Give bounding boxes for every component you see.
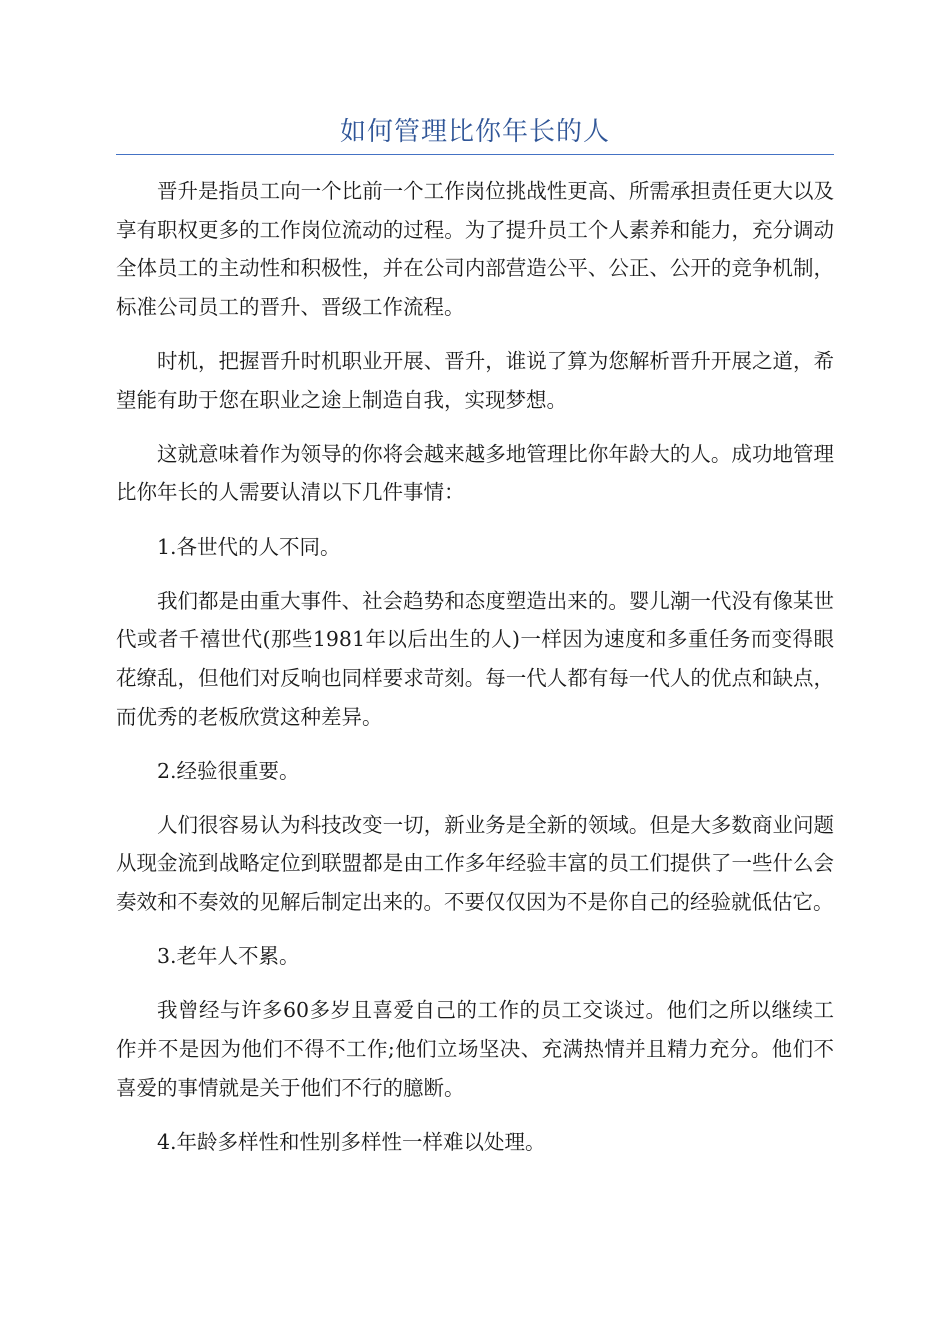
document-title: 如何管理比你年长的人 [339, 117, 610, 147]
document-body [116, 172, 834, 1177]
heading-point-3: 3.老年人不累。 [157, 944, 300, 969]
heading-point-2: 2.经验很重要。 [157, 758, 300, 783]
paragraph-intro-promotion: 晋升是指员工向一个比前一个工作岗位挑战性更高、所需承担责任更大以及享有职权更多的工作岗位流动的过程。为了提升员工个人素养和能力，充分调动全体员工的主动性和积极性，并在公司内部营造公平、公正、公开的竞争机制，标准公司员工的晋升、晋级工作流程。 [116, 179, 834, 319]
paragraph-timing: 时机，把握晋升时机职业开展、晋升，谁说了算为您解析晋升开展之道，希望能有助于您在职业之途上制造自我，实现梦想。 [116, 348, 834, 412]
heading-point-1: 1.各世代的人不同。 [157, 534, 341, 559]
paragraph-experience: 人们很容易认为科技改变一切，新业务是全新的领域。但是大多数商业问题从现金流到战略定位到联盟都是由工作多年经验丰富的员工们提供了一些什么会奏效和不奏效的见解后制定出来的。不要仅仅因为不是你自己的经验就低估它。 [116, 812, 834, 915]
paragraph-generations: 我们都是由重大事件、社会趋势和态度塑造出来的。婴儿潮一代没有像某世代或者千禧世代(那些1981年以后出生的人)一样因为速度和多重任务而变得眼花缭乱，但他们对反响也同样要求苛刻。每一代人都有每一代人的优点和缺点，而优秀的老板欣赏这种差异。 [116, 588, 834, 729]
paragraph-managing-older: 这就意味着作为领导的你将会越来越多地管理比你年龄大的人。成功地管理比你年长的人需要认清以下几件事情： [116, 441, 834, 505]
title-underline [116, 154, 834, 155]
paragraph-older-not-tired: 我曾经与许多60多岁且喜爱自己的工作的员工交谈过。他们之所以继续工作并不是因为他们不得不工作;他们立场坚决、充满热情并且精力充分。他们不喜爱的事情就是关于他们不行的臆断。 [116, 998, 834, 1100]
heading-point-4: 4.年龄多样性和性别多样性一样难以处理。 [157, 1129, 546, 1154]
